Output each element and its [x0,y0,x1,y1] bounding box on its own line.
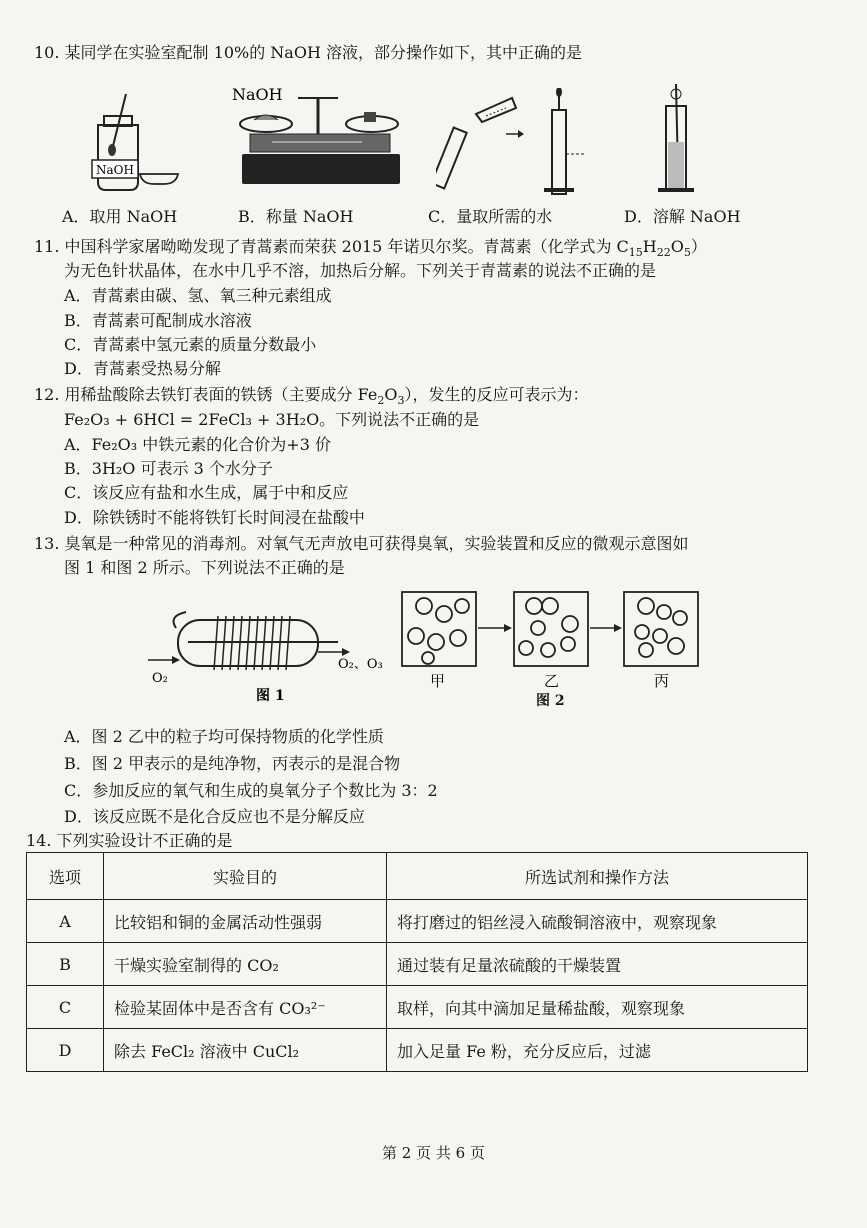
q12-stem-line1: 12. 用稀盐酸除去铁钉表面的铁锈（主要成分 $Fe_2O_3$），发生的反应可表示为： [34,385,589,408]
page-footer: 第 2 页 共 6 页 [382,1144,485,1162]
row-method: 加入足量 Fe 粉，充分反应后，过滤 [387,1029,808,1072]
fig1-caption: 图 1 [256,688,285,704]
experiment-table [26,852,808,1072]
box-label-yi: 乙 [544,672,560,688]
q10-stem: 某同学在实验室配制 10%的 NaOH 溶液，部分操作如下，其中正确的是 [64,43,582,62]
row-purpose: 比较铝和铜的金属活动性强弱 [104,900,387,943]
row-purpose: 除去 FeCl₂ 溶液中 CuCl₂ [104,1029,387,1072]
particle-diagram-figure [398,588,708,688]
q13-option-a[interactable]: A．图 2 乙中的粒子均可保持物质的化学性质 [64,727,384,746]
q13-number: 13. [34,534,60,553]
row-option: C [27,986,104,1029]
ozone-generator-figure [148,606,388,706]
row-option: D [27,1029,104,1072]
graduated-cylinder-pouring-figure [436,88,586,198]
q11-option-b[interactable]: B．青蒿素可配制成水溶液 [64,311,252,330]
q14-stem: 下列实验设计不正确的是 [56,831,233,850]
q13-stem-line1: 13. 臭氧是一种常见的消毒剂。对氧气无声放电可获得臭氧，实验装置和反应的微观示意图如 [34,534,689,553]
stirring-cylinder-figure [650,82,710,198]
balance-figure [232,84,412,194]
q11-number: 11. [34,237,60,256]
q11-formula: $C_{15}H_{22}O_5$ [616,237,691,260]
q12-option-a[interactable]: A．Fe₂O₃ 中铁元素的化合价为+3 价 [64,435,331,454]
q13-option-c[interactable]: C．参加反应的氧气和生成的臭氧分子个数比为 3：2 [64,781,438,800]
q12-option-d[interactable]: D．除铁锈时不能将铁钉长时间浸在盐酸中 [64,508,365,527]
fig1-inlet-label: O₂ [152,671,168,686]
q14-stem-line [26,830,233,852]
q12-option-c[interactable]: C．该反应有盐和水生成，属于中和反应 [64,483,349,502]
q13-option-b[interactable]: B．图 2 甲表示的是纯净物，丙表示的是混合物 [64,754,401,773]
row-method: 通过装有足量浓硫酸的干燥装置 [387,943,808,986]
q11-option-a[interactable]: A．青蒿素由碳、氢、氧三种元素组成 [64,286,332,305]
balance-label: NaOH [232,85,283,104]
table-row[interactable] [27,900,808,943]
fig1-outlet-label: O₂、O₃ [338,657,383,672]
table-header-row [27,853,808,900]
q12-number: 12. [34,385,60,404]
q14-number: 14. [26,831,52,850]
header-purpose: 实验目的 [104,853,387,900]
box-label-bing: 丙 [654,672,670,688]
row-method: 将打磨过的铝丝浸入硫酸铜溶液中，观察现象 [387,900,808,943]
box-label-jia: 甲 [430,672,446,688]
reagent-bottle-figure [86,90,186,200]
header-method: 所选试剂和操作方法 [387,853,808,900]
table-row[interactable] [27,1029,808,1072]
row-option: B [27,943,104,986]
header-option: 选项 [27,853,104,900]
q10-option-c[interactable]: C．量取所需的水 [428,207,553,226]
row-option: A [27,900,104,943]
q13-option-d[interactable]: D．该反应既不是化合反应也不是分解反应 [64,807,365,826]
row-method: 取样，向其中滴加足量稀盐酸，观察现象 [387,986,808,1029]
q13-stem-line2: 图 1 和图 2 所示。下列说法不正确的是 [64,558,345,577]
bottle-label: NaOH [96,163,134,177]
table-row[interactable] [27,943,808,986]
q11-option-c[interactable]: C．青蒿素中氢元素的质量分数最小 [64,335,317,354]
q10-stem-line [34,42,582,64]
q11-stem-line2: 为无色针状晶体，在水中几乎不溶，加热后分解。下列关于青蒿素的说法不正确的是 [64,261,657,280]
q11-option-d[interactable]: D．青蒿素受热易分解 [64,359,221,378]
q11-stem-text: 中国科学家屠呦呦发现了青蒿素而荣获 2015 年诺贝尔奖。青蒿素（化学式为 [64,237,617,256]
table-row[interactable] [27,986,808,1029]
row-purpose: 检验某固体中是否含有 CO₃²⁻ [104,986,387,1029]
q10-number: 10. [34,43,60,62]
q11-stem-line1: 11. 中国科学家屠呦呦发现了青蒿素而荣获 2015 年诺贝尔奖。青蒿素（化学式为 $C_{15}H_{22}O_5$） [34,237,707,260]
fig2-caption: 图 2 [536,693,565,709]
row-purpose: 干燥实验室制得的 CO₂ [104,943,387,986]
q10-option-b[interactable]: B．称量 NaOH [238,207,354,226]
q10-option-d[interactable]: D．溶解 NaOH [624,207,741,226]
q10-option-a[interactable]: A．取用 NaOH [62,207,178,226]
q12-option-b[interactable]: B．3H₂O 可表示 3 个水分子 [64,459,273,478]
q12-equation: Fe₂O₃ + 6HCl = 2FeCl₃ + 3H₂O。下列说法不正确的是 [64,410,480,429]
